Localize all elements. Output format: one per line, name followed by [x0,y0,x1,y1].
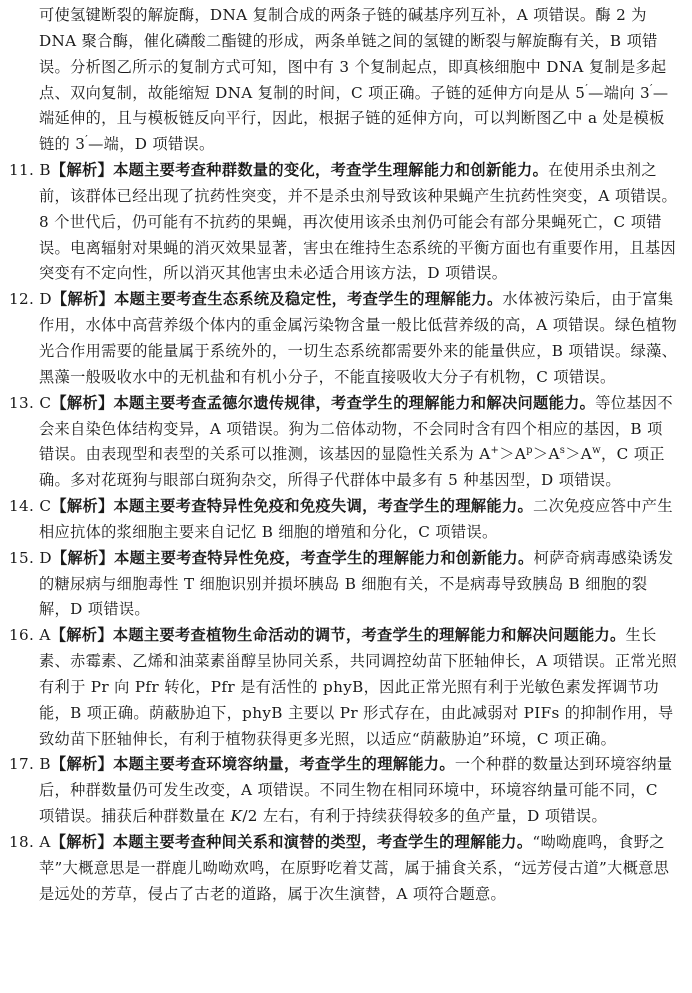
continuation-paragraph [39,3,678,158]
answer-item-18 [9,830,678,908]
answer-number: 16. A [9,626,51,645]
analysis-lead: 本题主要考查特异性免疫，考查学生的理解能力和创新能力。 [114,548,534,567]
analysis-lead: 本题主要考查种群数量的变化，考查学生理解能力和创新能力。 [113,161,549,180]
answer-item-16 [9,623,678,752]
analysis-body: 水体被污染后，由于富集作用，水体中高营养级个体内的重金属污染物含量一般比低营养级的高，A 项错误。绿色植物光合作用需要的能量属于系统外的，一切生态系统都需要外来的能量供应，B 项错误。绿藻、黑藻一般吸收水中的无机盐和有机小分子，不能直接吸收大分子有机物，C 项错误。 [39,290,678,386]
analysis-lead: 本题主要考查生态系统及稳定性，考查学生的理解能力。 [114,290,503,309]
analysis-body: /2 左右，有利于持续获得较多的鱼产量，D 项错误。 [242,807,607,826]
continuation-text: —端向 3 [588,83,650,102]
analysis-lead: 本题主要考查植物生命活动的调节，考查学生的理解能力和解决问题能力。 [112,626,626,645]
analysis-body: 一个种群的数量达到环境容纳量后，种群数量仍可发生改变，A 项错误。不同生物在相同环境中，环境容纳量可能不同，C 项错误。捕获后种群数量在 [39,755,673,826]
analysis-tag: 【解析】 [50,161,114,180]
analysis-tag: 【解析】 [51,497,114,516]
answer-item-11 [9,158,678,287]
prime-mark: ′ [85,133,89,147]
answer-number: 11. B [9,161,51,180]
analysis-body: 等位基因不会来自染色体结构变异，A 项错误。狗为二倍体动物，不会同时含有四个相应的基因，B 项错误。由表现型和表型的关系可以推测，该基因的显隐性关系为 A [39,393,673,464]
allele-superscript: p [526,445,533,457]
analysis-body: “呦呦鹿鸣，食野之苹”大概意思是一群鹿儿呦呦欢鸣，在原野吃着艾蒿，属于捕食关系，“远芳侵古道”大概意思是远处的芳草，侵占了古老的道路，属于次生演替，A 项符合题意。 [39,833,670,903]
analysis-body: ＞A [565,445,593,464]
analysis-tag: 【解析】 [50,755,114,774]
answer-number: 15. D [9,548,52,567]
allele-superscript: s [559,445,566,457]
analysis-body: 在使用杀虫剂之前，该群体已经出现了抗药性突变，并不是杀虫剂导致该种果蝇产生抗药性突变，A 项错误。8 个世代后，仍可能有不抗药的果蝇，再次使用该杀虫剂仍可能会有部分果蝇死亡，C 项错误。电离辐射对果蝇的消灭效果显著，害虫在维持生态系统的平衡方面也有重要作用，且基因突变有不定向性，所以消灭其他害虫未必适合用该方法，D 项错误。 [39,161,677,283]
analysis-tag: 【解析】 [51,393,114,412]
answer-number: 17. B [9,755,51,774]
k-variable: K [230,807,243,826]
answer-number: 18. A [9,833,51,851]
analysis-lead: 本题主要考查特异性免疫和免疫失调，考查学生的理解能力。 [113,497,534,516]
allele-superscript: + [490,445,500,457]
analysis-tag: 【解析】 [50,833,113,851]
answer-number: 14. C [9,497,52,516]
answer-number: 12. D [9,290,52,309]
prime-mark: ′ [585,81,589,95]
analysis-body: ＞A [532,445,560,464]
answer-item-15 [9,546,678,624]
analysis-lead: 本题主要考查孟德尔遗传规律，考查学生的理解能力和解决问题能力。 [113,393,596,412]
analysis-body: 柯萨奇病毒感染诱发的糖尿病与细胞毒性 T 细胞识别并损坏胰岛 B 细胞有关，不是病毒导致胰岛 B 细胞的裂解，D 项错误。 [39,548,674,619]
analysis-body: 二次免疫应答中产生相应抗体的浆细胞主要来自记忆 B 细胞的增殖和分化，C 项错误。 [39,497,673,541]
analysis-lead: 本题主要考查种间关系和演替的类型，考查学生的理解能力。 [112,833,533,851]
answer-item-17 [9,752,678,830]
analysis-tag: 【解析】 [51,548,115,567]
analysis-body: ＞A [499,445,527,464]
analysis-body: ，C 项正确。多对花斑狗与眼部白斑狗杂交，所得子代群体中最多有 5 种基因型，D 项错误。 [39,445,665,490]
allele-superscript: w [592,445,602,457]
continuation-text: 可使氢键断裂的解旋酶，DNA 复制合成的两条子链的碱基序列互补，A 项错误。酶 2 为 DNA 聚合酶，催化磷酸二酯键的形成，两条单链之间的氢键的断裂与解旋酶有关，B 项错误。分析图乙所示的复制方式可知，图中有 3 个复制起点，即真核细胞中 DNA 复制是多起点、双向复制，故能缩短 DNA 复制的时间，C 项正确。子链的延伸方向是从 5 [39,6,667,102]
prime-mark: ′ [649,81,653,95]
analysis-body: 生长素、赤霉素、乙烯和油菜素甾醇呈协同关系，共同调控幼苗下胚轴伸长，A 项错误。正常光照有利于 Pr 向 Pfr 转化，Pfr 是有活性的 phyB，因此正常光照有利于光敏色素发挥调节功能，B 项正确。荫蔽胁迫下，phyB 主要以 Pr 形式存在，由此减弱对 PIFs 的抑制作用，导致幼苗下胚轴伸长，有利于植物获得更多光照，以适应“荫蔽胁迫”环境，C 项正确。 [39,626,677,748]
analysis-tag: 【解析】 [51,290,115,309]
analysis-tag: 【解析】 [50,626,113,645]
answer-item-14 [9,494,678,546]
analysis-lead: 本题主要考查环境容纳量，考查学生的理解能力。 [113,755,455,774]
answer-item-13 [9,391,678,494]
continuation-text: —端，D 项错误。 [88,135,215,154]
answer-item-12 [9,287,678,390]
answer-number: 13. C [9,393,52,412]
continuation-text: —端延伸的，且与模板链反向平行，因此，根据子链的延伸方向，可以判断图乙中 a 处是模板链的 3 [39,83,669,154]
